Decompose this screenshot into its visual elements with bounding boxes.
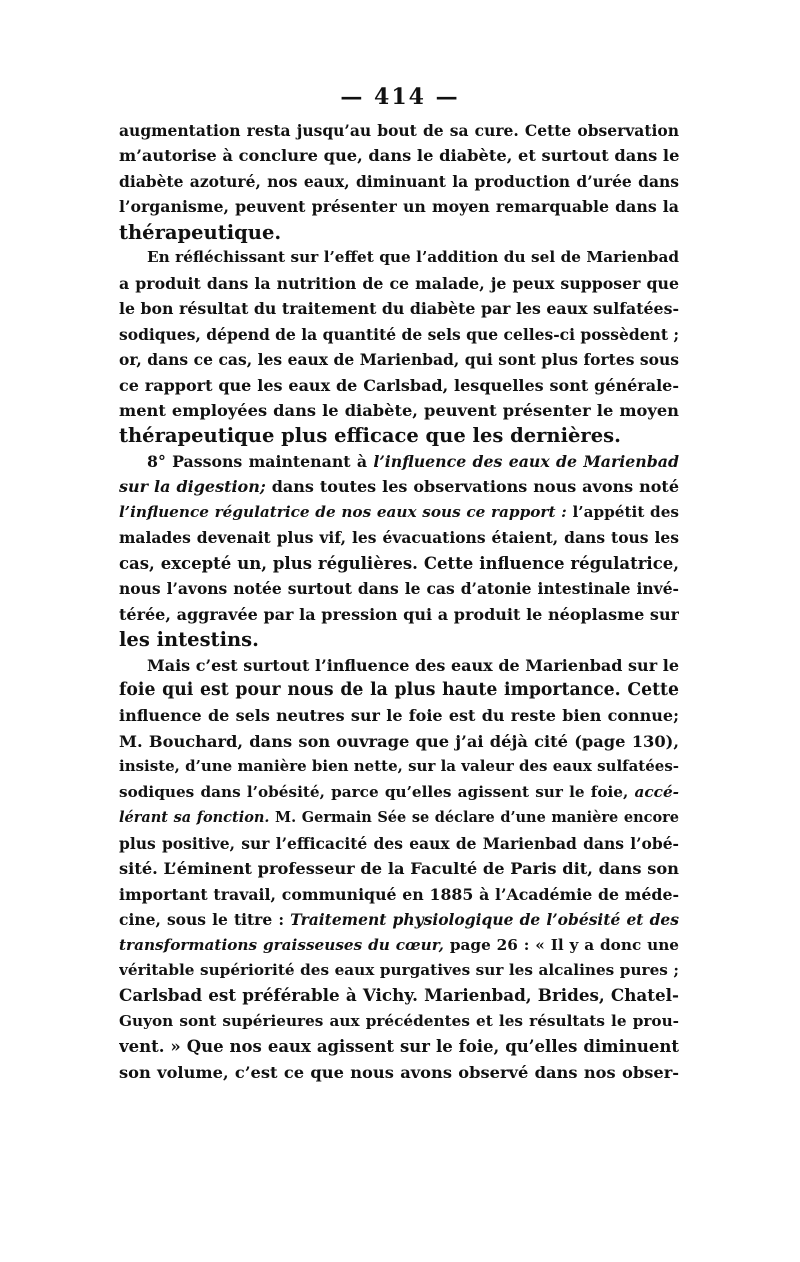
text-line [119, 169, 679, 194]
text-line [119, 449, 679, 474]
text-segment: sodiques dans l’obésité, parce qu’elles agissent sur le foie, [119, 782, 635, 801]
text-segment: nous l’avons notée surtout dans le cas d’atonie intestinale invé- [119, 579, 679, 599]
italic-text: accé- [634, 782, 679, 801]
text-line [119, 831, 679, 856]
text-line [119, 220, 679, 245]
text-line [119, 118, 679, 143]
text-segment: Guyon sont supérieures aux précédentes et les résultats le prou- [119, 1011, 679, 1030]
text-line [119, 856, 679, 881]
text-segment: M. Bouchard, dans son ouvrage que j’ai déjà cité (page 130), [119, 731, 679, 751]
text-line [119, 1034, 679, 1059]
text-segment: cas, excepté un, plus régulières. Cette influence régulatrice, [119, 553, 679, 573]
text-line [119, 525, 679, 550]
text-segment: m’autorise à conclure que, dans le diabète, et surtout dans le [119, 146, 679, 166]
text-line [119, 933, 679, 958]
text-line [119, 805, 679, 830]
text-segment: influence de sels neutres sur le foie est du reste bien connue; [119, 706, 679, 726]
italic-text: l’influence régulatrice de nos eaux sous ce rapport : [119, 502, 567, 521]
text-line [119, 678, 679, 703]
body-text [119, 118, 679, 1085]
italic-text: l’influence des eaux de Marienbad [373, 451, 679, 471]
text-segment: malades devenait plus vif, les évacuations étaient, dans tous les [119, 528, 679, 548]
text-segment: cine, sous le titre : [119, 910, 291, 930]
text-segment: foie qui est pour nous de la plus haute importance. Cette [119, 679, 679, 700]
text-line [119, 373, 679, 398]
text-segment: or, dans ce cas, les eaux de Marienbad, qui sont plus fortes sous [119, 350, 679, 370]
italic-text: Traitement physiologique de l’obésité et des [290, 910, 679, 930]
text-segment: les intestins. [119, 628, 259, 652]
text-segment: plus positive, sur l’efficacité des eaux de Marienbad dans l’obé- [119, 833, 679, 853]
text-segment: ce rapport que les eaux de Carlsbad, lesquelles sont générale- [119, 375, 679, 395]
text-line [119, 245, 679, 270]
text-line [119, 398, 679, 423]
italic-text: lérant sa fonction. [119, 809, 270, 827]
text-segment: l’organisme, peuvent présenter un moyen remarquable dans la [119, 197, 679, 217]
text-line [119, 576, 679, 601]
text-segment: Mais c’est surtout l’influence des eaux de Marienbad sur le [147, 655, 679, 675]
text-segment: ment employées dans le diabète, peuvent présenter le moyen [119, 400, 679, 420]
text-line [119, 194, 679, 219]
italic-text: transformations graisseuses du cœur, [119, 935, 444, 954]
text-segment: vent. » Que nos eaux agissent sur le foie, qu’elles diminuent [119, 1037, 679, 1057]
text-line [119, 958, 679, 983]
text-line [119, 347, 679, 372]
text-segment: véritable supériorité des eaux purgatives sur les alcalines pures ; [119, 960, 679, 979]
text-line [119, 423, 679, 448]
text-segment: page 26 : « Il y a donc une [444, 935, 679, 954]
text-segment: le bon résultat du traitement du diabète par les eaux sulfatées- [119, 299, 679, 319]
text-line [119, 729, 679, 754]
text-segment: En réfléchissant sur l’effet que l’addition du sel de Marienbad [147, 248, 679, 267]
text-segment: son volume, c’est ce que nous avons observé dans nos obser- [119, 1062, 679, 1082]
text-line [119, 296, 679, 321]
text-line [119, 551, 679, 576]
text-line [119, 271, 679, 296]
text-line [119, 882, 679, 907]
text-segment: l’appétit des [566, 502, 679, 521]
text-segment: insiste, d’une manière bien nette, sur la valeur des eaux sulfatées- [119, 757, 679, 776]
text-line [119, 322, 679, 347]
text-segment: Carlsbad est préférable à Vichy. Marienbad, Brides, Chatel- [119, 985, 679, 1006]
text-line [119, 1009, 679, 1034]
italic-text: sur la digestion; [119, 477, 266, 497]
text-segment: thérapeutique. [119, 220, 282, 244]
text-segment: augmentation resta jusqu’au bout de sa cure. Cette observation [119, 121, 679, 140]
text-segment: térée, aggravée par la pression qui a produit le néoplasme sur [119, 604, 679, 624]
text-segment: important travail, communiqué en 1885 à l’Académie de méde- [119, 884, 679, 904]
text-segment: a produit dans la nutrition de ce malade, je peux supposer que [119, 273, 679, 293]
text-segment: diabète azoturé, nos eaux, diminuant la production d’urée dans [119, 171, 679, 191]
text-line [119, 474, 679, 499]
text-line [119, 754, 679, 779]
text-line [119, 983, 679, 1008]
text-segment: sité. L’éminent professeur de la Faculté de Paris dit, dans son [119, 859, 679, 879]
text-segment: M. Germain Sée se déclare d’une manière encore [269, 809, 679, 827]
text-line [119, 780, 679, 805]
text-line [119, 907, 679, 932]
text-line [119, 703, 679, 728]
text-segment: dans toutes les observations nous avons noté [265, 477, 679, 497]
text-line [119, 500, 679, 525]
text-segment: 8° Passons maintenant à [147, 451, 374, 471]
text-segment: sodiques, dépend de la quantité de sels que celles-ci possèdent ; [119, 324, 679, 344]
text-segment: thérapeutique plus efficace que les dernières. [119, 424, 621, 448]
text-line [119, 602, 679, 627]
page-number: — 414 — [340, 84, 460, 110]
text-line [119, 143, 679, 168]
text-line [119, 653, 679, 678]
text-line [119, 627, 679, 652]
text-line [119, 1060, 679, 1085]
